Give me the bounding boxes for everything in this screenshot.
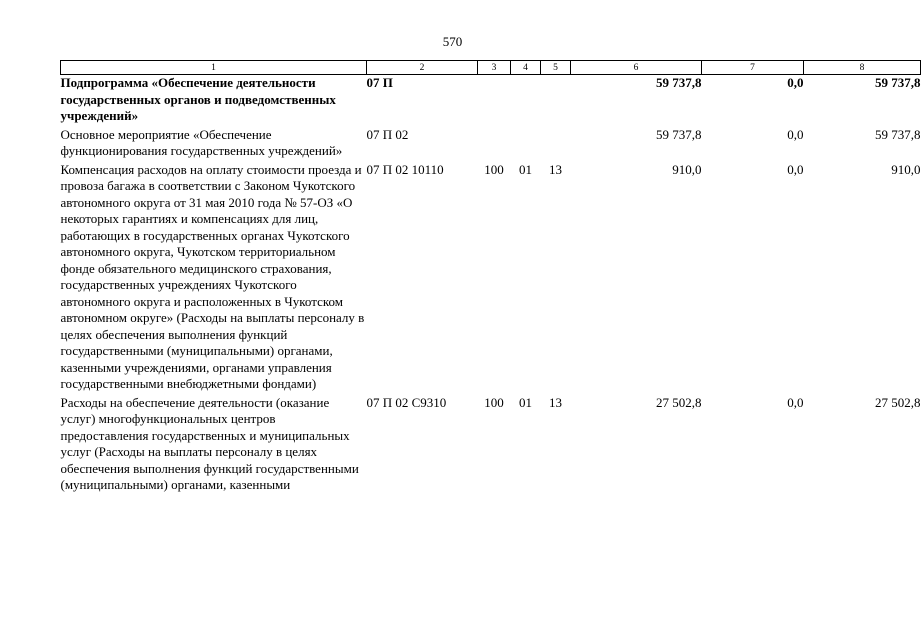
table-row	[61, 162, 921, 395]
row-amount-6: 910,0	[672, 161, 702, 177]
row-amount-8: 910,0	[891, 161, 921, 177]
row-pr: 13	[549, 161, 562, 177]
row-amount-6: 59 737,8	[656, 126, 702, 142]
row-rz	[511, 75, 541, 127]
row-vr: 100	[484, 394, 504, 410]
header-col-7: 7	[702, 61, 804, 75]
row-amount-7: 0,0	[787, 75, 804, 90]
row-pr	[541, 127, 571, 162]
row-name: Расходы на обеспечение деятельности (оказание услуг) многофункциональных центров предоставления государственных и муниципальных услуг (Расходы на выплаты персоналу в целях обеспечения выполнения функций государственными (муниципальными) органами, казенными	[60, 394, 359, 492]
table-row	[61, 75, 921, 127]
row-name: Компенсация расходов на оплату стоимости проезда и провоза багажа в соответствии с Законом Чукотского автономного округа от 31 мая 2010 года № 57-ОЗ «О некоторых гарантиях и компенсациях для лиц, работающих в государственных органах Чукотского автономного округа, Чукотском территориальном фонде обязательного медицинского страхования, государственных учреждениях Чукотского автономного округа и расположенных в Чукотском автономном округе» (Расходы на выплаты персоналу в целях обеспечения выполнения функций государственными (муниципальными) органами, казенными учреждениями, органами управления государственными внебюджетными фондами)	[60, 161, 365, 391]
budget-table	[60, 60, 921, 496]
row-code: 07 П	[366, 75, 393, 90]
table-header-row	[61, 61, 921, 75]
row-amount-8: 59 737,8	[875, 75, 921, 90]
row-rz: 01	[519, 394, 532, 410]
row-amount-8: 27 502,8	[875, 394, 921, 410]
row-vr	[478, 75, 511, 127]
header-col-6: 6	[571, 61, 702, 75]
table-row	[61, 127, 921, 162]
row-vr	[478, 127, 511, 162]
row-pr: 13	[549, 394, 562, 410]
header-col-8: 8	[804, 61, 921, 75]
table-row	[61, 395, 921, 496]
row-name: Подпрограмма «Обеспечение деятельности государственных органов и подведомственных учреждений»	[60, 75, 336, 123]
row-amount-8: 59 737,8	[875, 126, 921, 142]
row-code: 07 П 02	[366, 126, 409, 142]
header-col-3: 3	[478, 61, 511, 75]
row-rz: 01	[519, 161, 532, 177]
row-amount-6: 27 502,8	[656, 394, 702, 410]
row-pr	[541, 75, 571, 127]
page-number: 570	[442, 34, 463, 49]
row-amount-6: 59 737,8	[656, 75, 702, 90]
row-amount-7: 0,0	[787, 161, 804, 177]
row-rz	[511, 127, 541, 162]
row-code: 07 П 02 10110	[366, 161, 444, 177]
row-code: 07 П 02 С9310	[366, 394, 447, 410]
row-amount-7: 0,0	[787, 126, 804, 142]
header-col-5: 5	[541, 61, 571, 75]
row-name: Основное мероприятие «Обеспечение функционирования государственных учреждений»	[60, 126, 343, 158]
row-amount-7: 0,0	[787, 394, 804, 410]
header-col-1: 1	[61, 61, 367, 75]
row-vr: 100	[484, 161, 504, 177]
header-col-2: 2	[367, 61, 478, 75]
header-col-4: 4	[511, 61, 541, 75]
